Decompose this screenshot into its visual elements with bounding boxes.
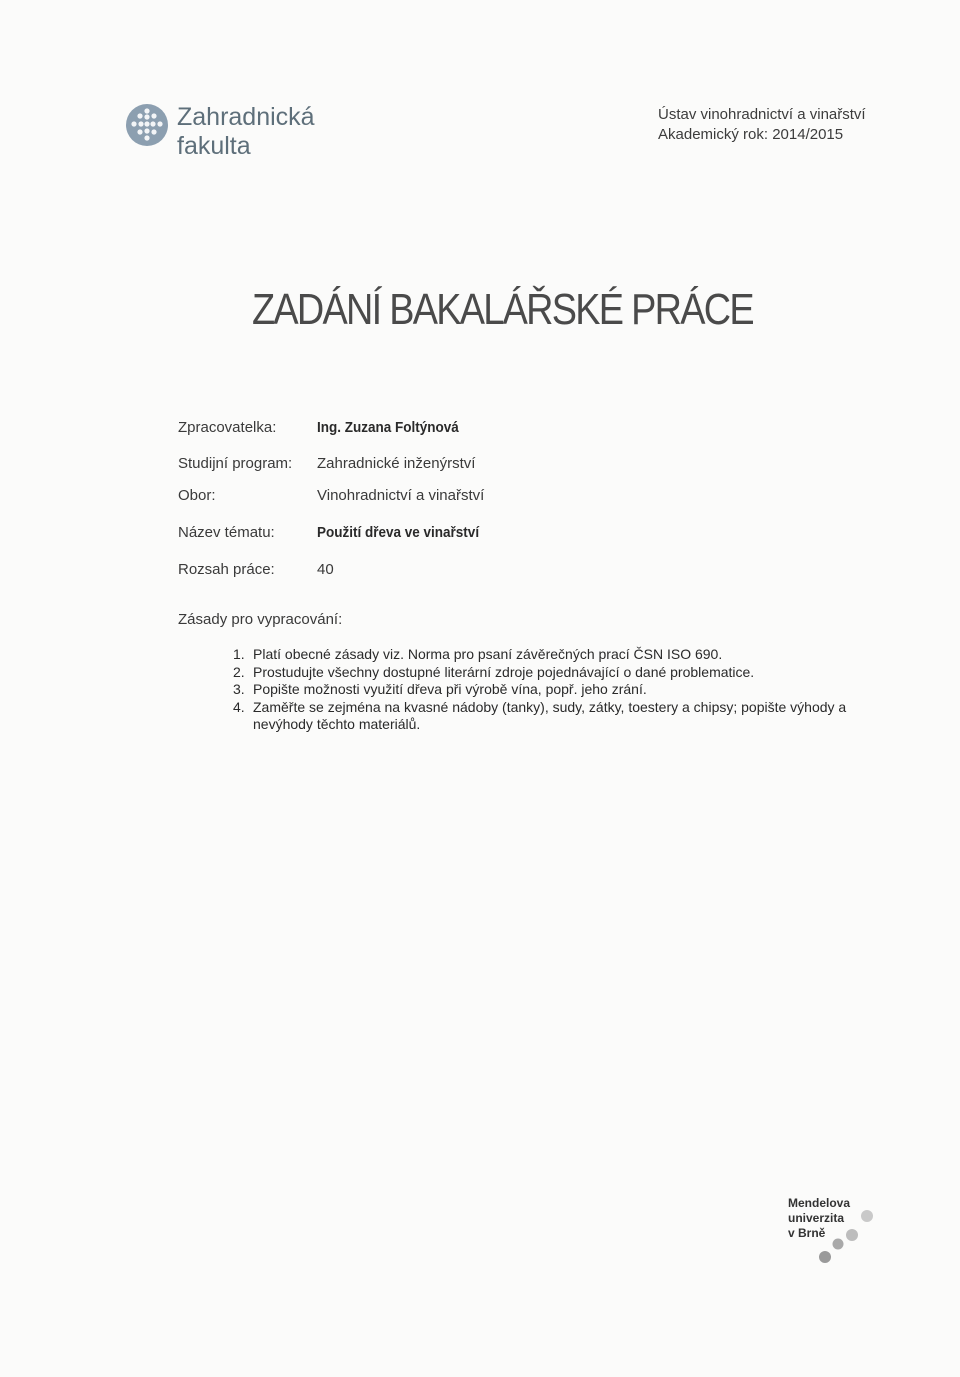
faculty-name [177,103,315,161]
academic-year: Akademický rok: 2014/2015 [658,126,844,143]
principle-item [233,681,853,699]
university-name-line1: Mendelova [788,1196,851,1210]
principle-text: Platí obecné zásady viz. Norma pro psaní závěrečných prací ČSN ISO 690. [253,646,723,662]
faculty-name-line1: Zahradnická [177,103,315,131]
principle-text: Popište možnosti využití dřeva při výrobě vína, popř. jeho zrání. [253,681,647,697]
principle-number: 3. [233,681,245,697]
scope-value: 40 [317,561,334,578]
scope-label: Rozsah práce: [178,561,275,578]
faculty-name-line2: fakulta [177,132,251,160]
institute-info [658,105,866,145]
principle-number: 1. [233,646,245,662]
field-of-study-label: Obor: [178,487,216,504]
topic-label: Název tématu: [178,524,275,541]
faculty-logo [125,101,325,165]
institute-name: Ústav vinohradnictví a vinařství [658,106,866,123]
field-of-study-value: Vinohradnictví a vinařství [317,487,485,504]
principle-text: Prostudujte všechny dostupné literární zdroje pojednávající o dané problematice. [253,663,755,680]
program-value: Zahradnické inženýrství [317,455,476,472]
principle-number: 2. [233,663,245,680]
principle-text: Zaměřte se zejména na kvasné nádoby (tanky), sudy, zátky, toestery a chipsy; popište výhody a nevýhody těchto materiálů. [253,698,847,732]
university-dots-icon [788,1196,888,1276]
faculty-emblem-icon [125,103,169,147]
principle-item [233,699,853,734]
university-logo [788,1196,888,1276]
principle-item [233,664,853,682]
author-label: Zpracovatelka: [178,419,277,436]
topic-value: Použití dřeva ve vinařství [317,524,480,541]
principles-list [233,646,853,734]
principle-item [233,646,853,664]
principles-title: Zásady pro vypracování: [178,611,343,628]
document-title: ZADÁNÍ BAKALÁŘSKÉ PRÁCE [252,285,753,334]
university-name-line2: univerzita [788,1211,845,1225]
university-name-line3: v Brně [788,1226,826,1240]
principle-number: 4. [233,698,245,715]
program-label: Studijní program: [178,455,293,472]
author-value: Ing. Zuzana Foltýnová [317,419,459,436]
